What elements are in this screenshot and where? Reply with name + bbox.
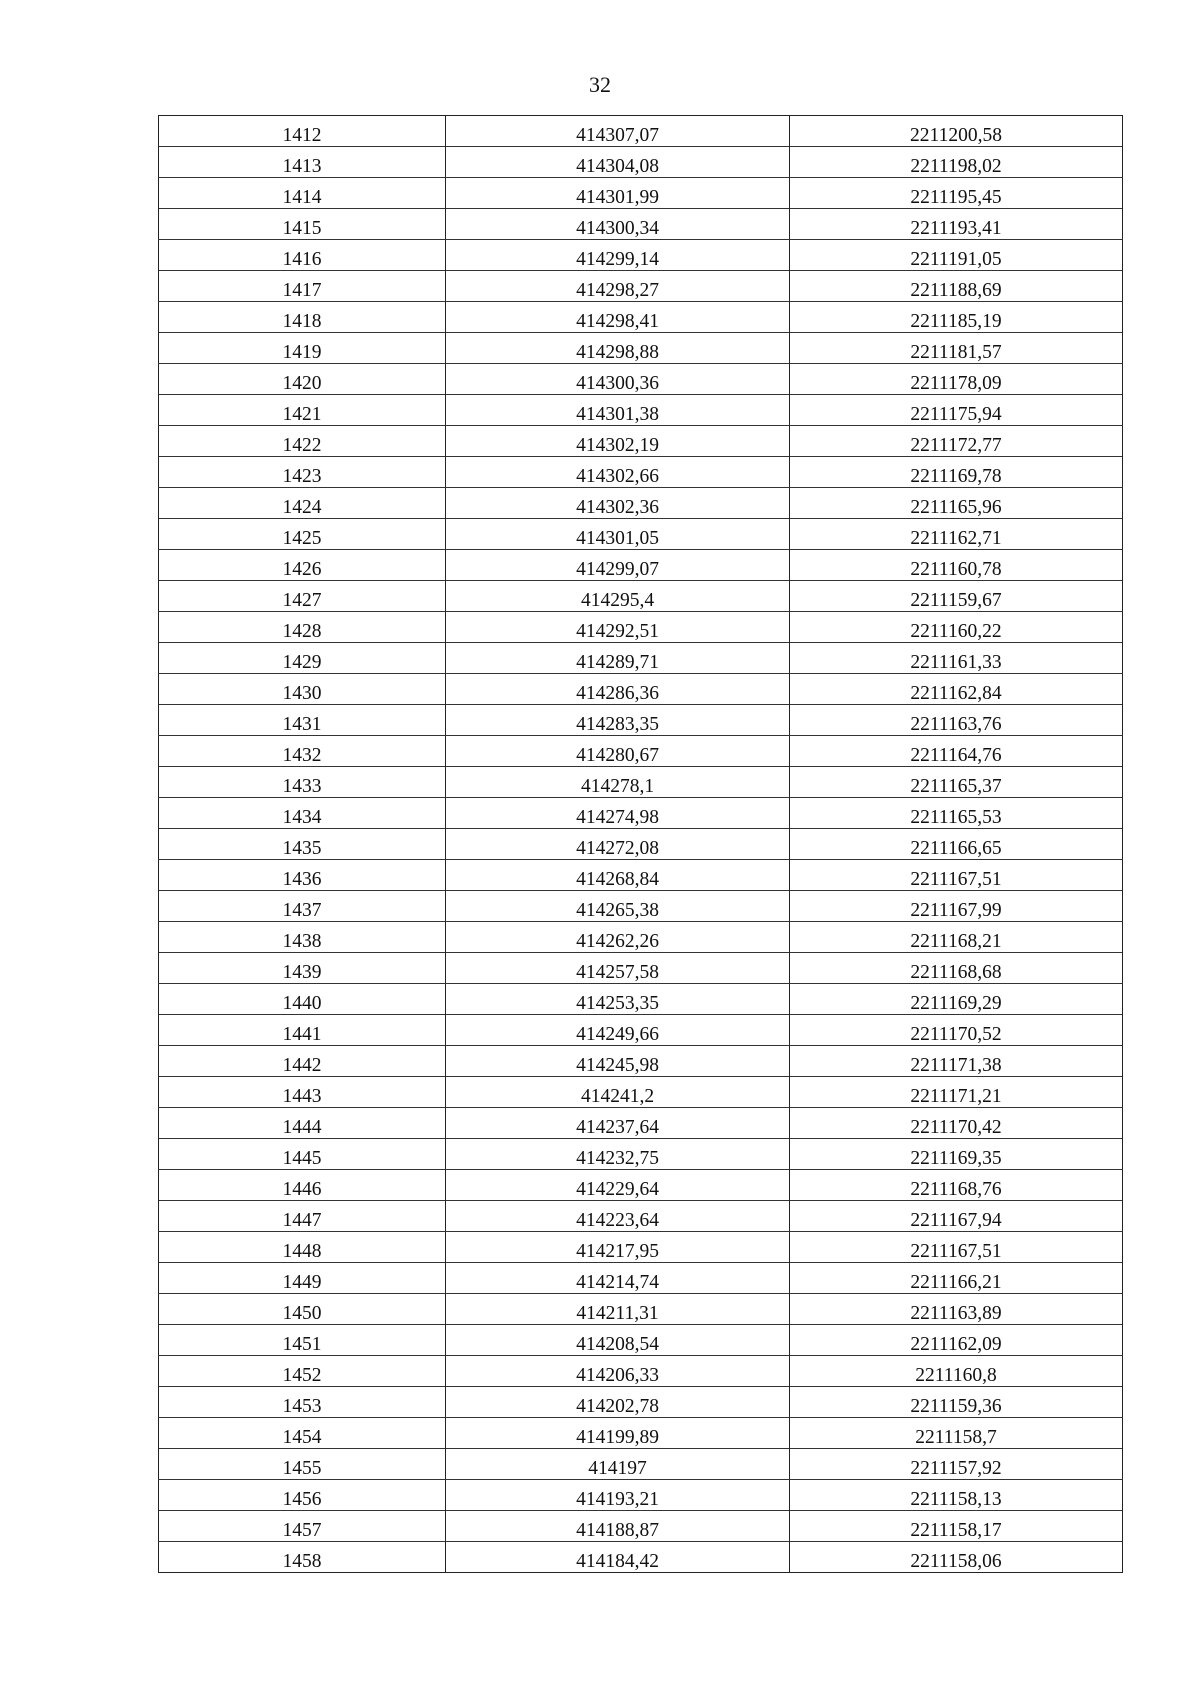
x-coordinate-cell: 414245,98 <box>446 1046 790 1077</box>
y-coordinate-cell: 2211166,65 <box>790 829 1123 860</box>
point-number-cell: 1415 <box>159 209 446 240</box>
x-coordinate-cell: 414268,84 <box>446 860 790 891</box>
x-coordinate-cell: 414301,05 <box>446 519 790 550</box>
x-coordinate-cell: 414265,38 <box>446 891 790 922</box>
point-number-cell: 1451 <box>159 1325 446 1356</box>
table-row <box>159 1356 1123 1387</box>
table-row <box>159 829 1123 860</box>
x-coordinate-cell: 414280,67 <box>446 736 790 767</box>
table-row <box>159 1046 1123 1077</box>
y-coordinate-cell: 2211167,94 <box>790 1201 1123 1232</box>
point-number-cell: 1413 <box>159 147 446 178</box>
y-coordinate-cell: 2211175,94 <box>790 395 1123 426</box>
point-number-cell: 1448 <box>159 1232 446 1263</box>
y-coordinate-cell: 2211193,41 <box>790 209 1123 240</box>
point-number-cell: 1447 <box>159 1201 446 1232</box>
point-number-cell: 1431 <box>159 705 446 736</box>
y-coordinate-cell: 2211185,19 <box>790 302 1123 333</box>
y-coordinate-cell: 2211159,36 <box>790 1387 1123 1418</box>
y-coordinate-cell: 2211165,37 <box>790 767 1123 798</box>
x-coordinate-cell: 414197 <box>446 1449 790 1480</box>
x-coordinate-cell: 414298,27 <box>446 271 790 302</box>
y-coordinate-cell: 2211168,76 <box>790 1170 1123 1201</box>
y-coordinate-cell: 2211170,52 <box>790 1015 1123 1046</box>
y-coordinate-cell: 2211167,51 <box>790 860 1123 891</box>
point-number-cell: 1441 <box>159 1015 446 1046</box>
x-coordinate-cell: 414274,98 <box>446 798 790 829</box>
point-number-cell: 1426 <box>159 550 446 581</box>
x-coordinate-cell: 414304,08 <box>446 147 790 178</box>
point-number-cell: 1425 <box>159 519 446 550</box>
point-number-cell: 1449 <box>159 1263 446 1294</box>
x-coordinate-cell: 414229,64 <box>446 1170 790 1201</box>
y-coordinate-cell: 2211158,17 <box>790 1511 1123 1542</box>
x-coordinate-cell: 414262,26 <box>446 922 790 953</box>
table-row <box>159 519 1123 550</box>
point-number-cell: 1414 <box>159 178 446 209</box>
point-number-cell: 1450 <box>159 1294 446 1325</box>
x-coordinate-cell: 414206,33 <box>446 1356 790 1387</box>
table-row <box>159 1232 1123 1263</box>
y-coordinate-cell: 2211188,69 <box>790 271 1123 302</box>
point-number-cell: 1446 <box>159 1170 446 1201</box>
table-row <box>159 1511 1123 1542</box>
x-coordinate-cell: 414289,71 <box>446 643 790 674</box>
table-row <box>159 581 1123 612</box>
y-coordinate-cell: 2211172,77 <box>790 426 1123 457</box>
x-coordinate-cell: 414299,07 <box>446 550 790 581</box>
x-coordinate-cell: 414188,87 <box>446 1511 790 1542</box>
y-coordinate-cell: 2211158,06 <box>790 1542 1123 1573</box>
point-number-cell: 1421 <box>159 395 446 426</box>
y-coordinate-cell: 2211165,53 <box>790 798 1123 829</box>
point-number-cell: 1422 <box>159 426 446 457</box>
point-number-cell: 1436 <box>159 860 446 891</box>
y-coordinate-cell: 2211160,78 <box>790 550 1123 581</box>
table-row <box>159 798 1123 829</box>
table-row <box>159 922 1123 953</box>
point-number-cell: 1438 <box>159 922 446 953</box>
table-row <box>159 240 1123 271</box>
y-coordinate-cell: 2211168,68 <box>790 953 1123 984</box>
point-number-cell: 1458 <box>159 1542 446 1573</box>
table-row <box>159 860 1123 891</box>
point-number-cell: 1416 <box>159 240 446 271</box>
table-row <box>159 1325 1123 1356</box>
x-coordinate-cell: 414300,34 <box>446 209 790 240</box>
table-row <box>159 1418 1123 1449</box>
table-row <box>159 767 1123 798</box>
point-number-cell: 1418 <box>159 302 446 333</box>
point-number-cell: 1452 <box>159 1356 446 1387</box>
x-coordinate-cell: 414193,21 <box>446 1480 790 1511</box>
table-row <box>159 1201 1123 1232</box>
x-coordinate-cell: 414249,66 <box>446 1015 790 1046</box>
point-number-cell: 1444 <box>159 1108 446 1139</box>
table-row <box>159 1449 1123 1480</box>
point-number-cell: 1454 <box>159 1418 446 1449</box>
point-number-cell: 1427 <box>159 581 446 612</box>
table-row <box>159 953 1123 984</box>
point-number-cell: 1457 <box>159 1511 446 1542</box>
y-coordinate-cell: 2211171,21 <box>790 1077 1123 1108</box>
y-coordinate-cell: 2211169,78 <box>790 457 1123 488</box>
point-number-cell: 1428 <box>159 612 446 643</box>
point-number-cell: 1443 <box>159 1077 446 1108</box>
x-coordinate-cell: 414211,31 <box>446 1294 790 1325</box>
x-coordinate-cell: 414299,14 <box>446 240 790 271</box>
x-coordinate-cell: 414208,54 <box>446 1325 790 1356</box>
point-number-cell: 1419 <box>159 333 446 364</box>
table-row <box>159 178 1123 209</box>
x-coordinate-cell: 414301,99 <box>446 178 790 209</box>
table-row <box>159 364 1123 395</box>
x-coordinate-cell: 414232,75 <box>446 1139 790 1170</box>
point-number-cell: 1439 <box>159 953 446 984</box>
x-coordinate-cell: 414278,1 <box>446 767 790 798</box>
y-coordinate-cell: 2211159,67 <box>790 581 1123 612</box>
y-coordinate-cell: 2211161,33 <box>790 643 1123 674</box>
x-coordinate-cell: 414300,36 <box>446 364 790 395</box>
x-coordinate-cell: 414283,35 <box>446 705 790 736</box>
point-number-cell: 1456 <box>159 1480 446 1511</box>
y-coordinate-cell: 2211163,89 <box>790 1294 1123 1325</box>
table-row <box>159 705 1123 736</box>
point-number-cell: 1429 <box>159 643 446 674</box>
table-row <box>159 1015 1123 1046</box>
y-coordinate-cell: 2211158,7 <box>790 1418 1123 1449</box>
y-coordinate-cell: 2211162,71 <box>790 519 1123 550</box>
x-coordinate-cell: 414184,42 <box>446 1542 790 1573</box>
x-coordinate-cell: 414214,74 <box>446 1263 790 1294</box>
point-number-cell: 1453 <box>159 1387 446 1418</box>
table-row <box>159 457 1123 488</box>
y-coordinate-cell: 2211178,09 <box>790 364 1123 395</box>
page-number: 32 <box>589 72 611 97</box>
table-row <box>159 1077 1123 1108</box>
y-coordinate-cell: 2211169,35 <box>790 1139 1123 1170</box>
y-coordinate-cell: 2211157,92 <box>790 1449 1123 1480</box>
y-coordinate-cell: 2211195,45 <box>790 178 1123 209</box>
x-coordinate-cell: 414298,88 <box>446 333 790 364</box>
x-coordinate-cell: 414302,66 <box>446 457 790 488</box>
x-coordinate-cell: 414286,36 <box>446 674 790 705</box>
point-number-cell: 1430 <box>159 674 446 705</box>
x-coordinate-cell: 414241,2 <box>446 1077 790 1108</box>
x-coordinate-cell: 414253,35 <box>446 984 790 1015</box>
x-coordinate-cell: 414217,95 <box>446 1232 790 1263</box>
x-coordinate-cell: 414202,78 <box>446 1387 790 1418</box>
point-number-cell: 1434 <box>159 798 446 829</box>
y-coordinate-cell: 2211181,57 <box>790 333 1123 364</box>
table-row <box>159 1139 1123 1170</box>
point-number-cell: 1435 <box>159 829 446 860</box>
y-coordinate-cell: 2211171,38 <box>790 1046 1123 1077</box>
point-number-cell: 1442 <box>159 1046 446 1077</box>
x-coordinate-cell: 414302,19 <box>446 426 790 457</box>
table-row <box>159 1294 1123 1325</box>
point-number-cell: 1420 <box>159 364 446 395</box>
x-coordinate-cell: 414237,64 <box>446 1108 790 1139</box>
table-row <box>159 147 1123 178</box>
x-coordinate-cell: 414295,4 <box>446 581 790 612</box>
point-number-cell: 1455 <box>159 1449 446 1480</box>
y-coordinate-cell: 2211158,13 <box>790 1480 1123 1511</box>
coordinates-table <box>158 115 1123 1573</box>
x-coordinate-cell: 414199,89 <box>446 1418 790 1449</box>
y-coordinate-cell: 2211160,22 <box>790 612 1123 643</box>
point-number-cell: 1424 <box>159 488 446 519</box>
table-row <box>159 550 1123 581</box>
x-coordinate-cell: 414301,38 <box>446 395 790 426</box>
table-row <box>159 674 1123 705</box>
table-row <box>159 1542 1123 1573</box>
y-coordinate-cell: 2211167,51 <box>790 1232 1123 1263</box>
y-coordinate-cell: 2211167,99 <box>790 891 1123 922</box>
y-coordinate-cell: 2211169,29 <box>790 984 1123 1015</box>
x-coordinate-cell: 414223,64 <box>446 1201 790 1232</box>
point-number-cell: 1432 <box>159 736 446 767</box>
x-coordinate-cell: 414257,58 <box>446 953 790 984</box>
table-row <box>159 395 1123 426</box>
y-coordinate-cell: 2211198,02 <box>790 147 1123 178</box>
point-number-cell: 1417 <box>159 271 446 302</box>
point-number-cell: 1437 <box>159 891 446 922</box>
table-row <box>159 1108 1123 1139</box>
y-coordinate-cell: 2211200,58 <box>790 116 1123 147</box>
y-coordinate-cell: 2211165,96 <box>790 488 1123 519</box>
table-row <box>159 1263 1123 1294</box>
coordinates-table-body <box>159 116 1123 1573</box>
point-number-cell: 1412 <box>159 116 446 147</box>
table-row <box>159 612 1123 643</box>
x-coordinate-cell: 414307,07 <box>446 116 790 147</box>
y-coordinate-cell: 2211162,84 <box>790 674 1123 705</box>
point-number-cell: 1423 <box>159 457 446 488</box>
y-coordinate-cell: 2211168,21 <box>790 922 1123 953</box>
y-coordinate-cell: 2211160,8 <box>790 1356 1123 1387</box>
x-coordinate-cell: 414298,41 <box>446 302 790 333</box>
table-row <box>159 1480 1123 1511</box>
table-row <box>159 1387 1123 1418</box>
table-row <box>159 333 1123 364</box>
table-row <box>159 426 1123 457</box>
x-coordinate-cell: 414292,51 <box>446 612 790 643</box>
table-row <box>159 302 1123 333</box>
point-number-cell: 1445 <box>159 1139 446 1170</box>
point-number-cell: 1433 <box>159 767 446 798</box>
y-coordinate-cell: 2211170,42 <box>790 1108 1123 1139</box>
y-coordinate-cell: 2211191,05 <box>790 240 1123 271</box>
table-row <box>159 736 1123 767</box>
table-row <box>159 643 1123 674</box>
table-row <box>159 488 1123 519</box>
table-row <box>159 271 1123 302</box>
table-row <box>159 891 1123 922</box>
table-row <box>159 1170 1123 1201</box>
y-coordinate-cell: 2211162,09 <box>790 1325 1123 1356</box>
y-coordinate-cell: 2211164,76 <box>790 736 1123 767</box>
table-row <box>159 209 1123 240</box>
table-row <box>159 984 1123 1015</box>
table-row <box>159 116 1123 147</box>
point-number-cell: 1440 <box>159 984 446 1015</box>
y-coordinate-cell: 2211166,21 <box>790 1263 1123 1294</box>
x-coordinate-cell: 414302,36 <box>446 488 790 519</box>
y-coordinate-cell: 2211163,76 <box>790 705 1123 736</box>
x-coordinate-cell: 414272,08 <box>446 829 790 860</box>
